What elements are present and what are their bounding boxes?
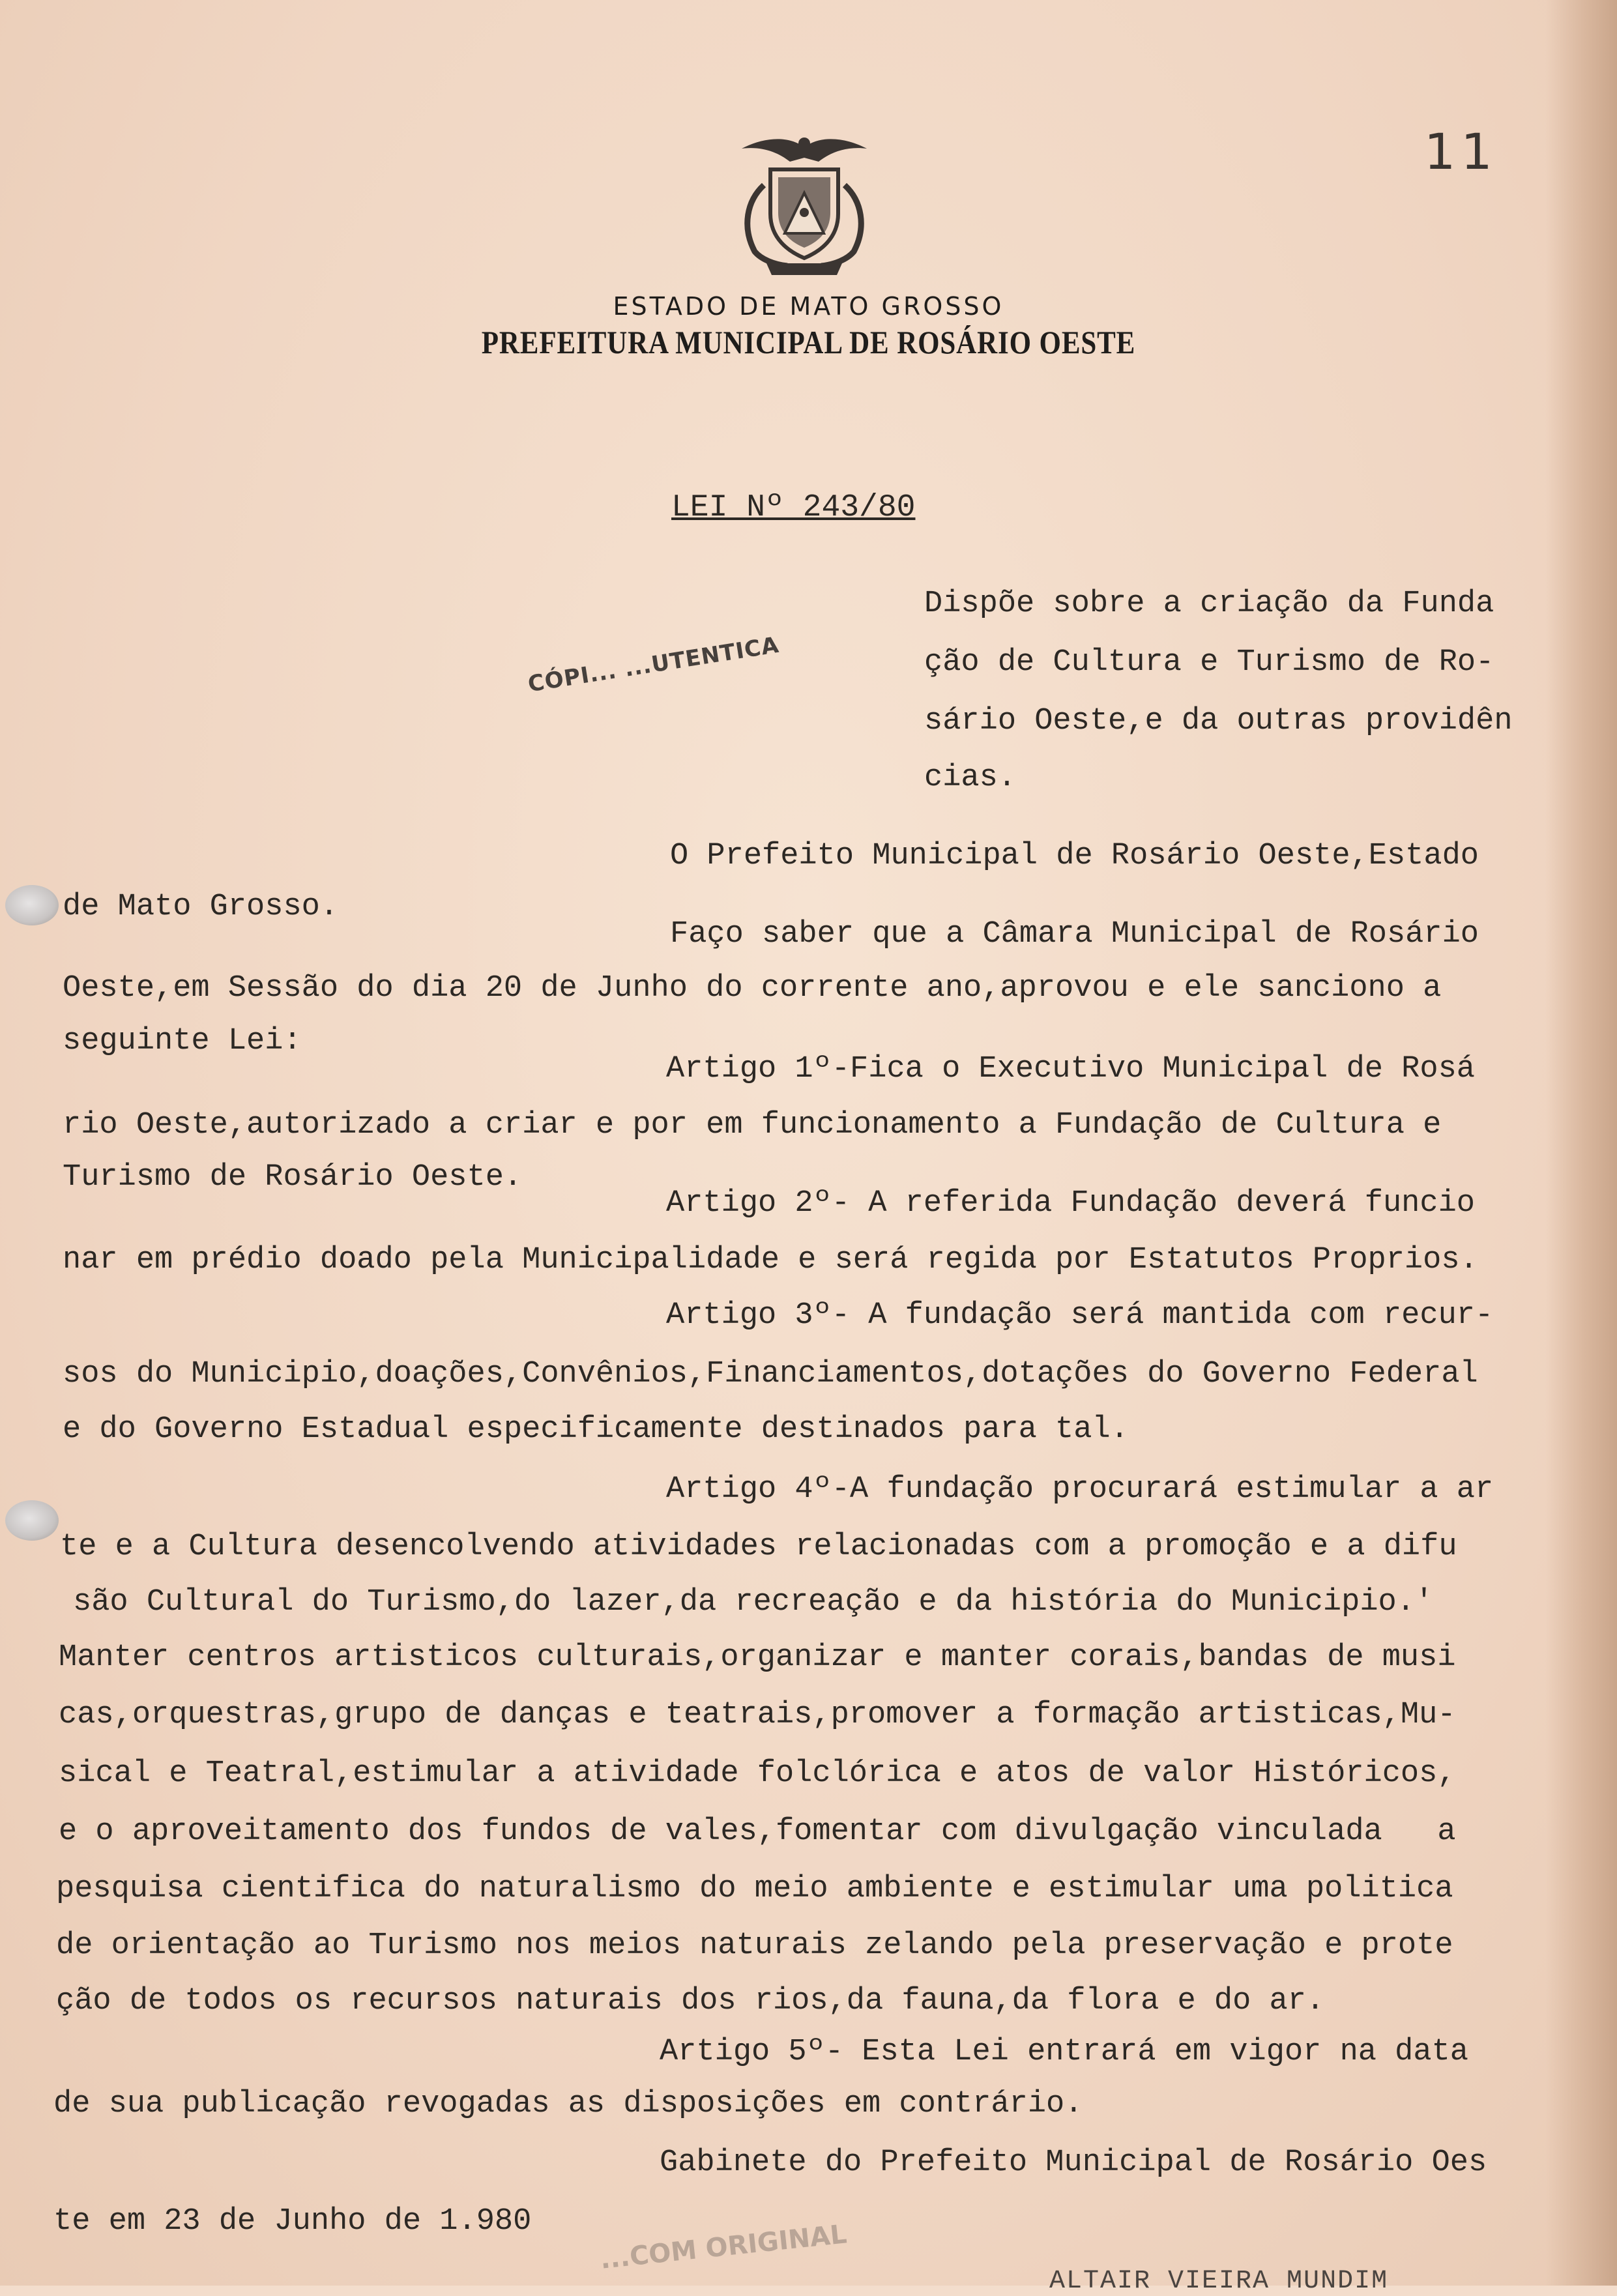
- article-5-line: Artigo 5º- Esta Lei entrará em vigor na data: [660, 2035, 1469, 2069]
- page-number: 11: [1424, 123, 1498, 181]
- summary-line: ção de Cultura e Turismo de Ro-: [924, 645, 1494, 680]
- coat-of-arms-icon: [716, 129, 893, 279]
- body-line: e o aproveitamento dos fundos de vales,fomentar com divulgação vinculada a: [59, 1814, 1456, 1849]
- body-line: pesquisa cientifica do naturalismo do meio ambiente e estimular uma politica: [56, 1872, 1453, 1906]
- article-4-line: Artigo 4º-A fundação procurará estimular a ar: [666, 1472, 1494, 1507]
- punch-hole-top: [5, 885, 59, 925]
- body-line: rio Oeste,autorizado a criar e por em funcionamento a Fundação de Cultura e: [63, 1108, 1442, 1142]
- body-line: são Cultural do Turismo,do lazer,da recreação e da história do Municipio.': [73, 1585, 1434, 1620]
- body-line: cas,orquestras,grupo de danças e teatrais,promover a formação artisticas,Mu-: [59, 1698, 1456, 1732]
- body-line: de Mato Grosso.: [63, 890, 339, 924]
- article-1-line: Artigo 1º-Fica o Executivo Municipal de Rosá: [666, 1052, 1476, 1086]
- body-line: seguinte Lei:: [63, 1024, 302, 1058]
- summary-line: sário Oeste,e da outras providên: [924, 704, 1513, 738]
- date-line: te em 23 de Junho de 1.980: [53, 2204, 532, 2239]
- body-line: Oeste,em Sessão do dia 20 de Junho do corrente ano,aprovou e ele sanciono a: [63, 971, 1442, 1006]
- closing-line: Gabinete do Prefeito Municipal de Rosário Oes: [660, 2145, 1487, 2180]
- body-line: Faço saber que a Câmara Municipal de Rosário: [670, 917, 1479, 952]
- original-stamp: ...COM ORIGINAL: [598, 2219, 849, 2275]
- body-line: Manter centros artisticos culturais,organizar e manter corais,bandas de musi: [59, 1640, 1456, 1675]
- paper-edge-shadow: [1545, 0, 1617, 2286]
- signatory-name: ALTAIR VIEIRA MUNDIM: [1049, 2267, 1389, 2296]
- body-line: de orientação ao Turismo nos meios naturais zelando pela preservação e prote: [56, 1928, 1453, 1963]
- body-line: Turismo de Rosário Oeste.: [63, 1160, 523, 1195]
- body-line: te e a Cultura desencolvendo atividades relacionadas com a promoção e a difu: [60, 1530, 1457, 1564]
- body-line: nar em prédio doado pela Municipalidade e será regida por Estatutos Proprios.: [63, 1243, 1478, 1277]
- body-line: O Prefeito Municipal de Rosário Oeste,Estado: [670, 839, 1479, 873]
- authentic-copy-stamp: CÓPI... ...UTENTICA: [526, 632, 781, 698]
- body-line: e do Governo Estadual especificamente destinados para tal.: [63, 1412, 1129, 1447]
- body-line: sos do Municipio,doações,Convênios,Financiamentos,dotações do Governo Federal: [63, 1357, 1478, 1391]
- summary-line: Dispõe sobre a criação da Funda: [924, 587, 1494, 621]
- body-line: ção de todos os recursos naturais dos rios,da fauna,da flora e do ar.: [56, 1984, 1325, 2018]
- article-3-line: Artigo 3º- A fundação será mantida com recur-: [666, 1298, 1494, 1333]
- summary-line: cias.: [924, 761, 1017, 795]
- punch-hole-bottom: [5, 1500, 59, 1541]
- body-line: sical e Teatral,estimular a atividade folclórica e atos de valor Históricos,: [59, 1756, 1456, 1791]
- institution-name: PREFEITURA MUNICIPAL DE ROSÁRIO OESTE: [481, 324, 1136, 360]
- article-2-line: Artigo 2º- A referida Fundação deverá funcio: [666, 1186, 1476, 1221]
- law-title: LEI Nº 243/80: [671, 490, 916, 525]
- body-line: de sua publicação revogadas as disposições em contrário.: [53, 2087, 1083, 2121]
- state-name: ESTADO DE MATO GROSSO: [613, 292, 1004, 321]
